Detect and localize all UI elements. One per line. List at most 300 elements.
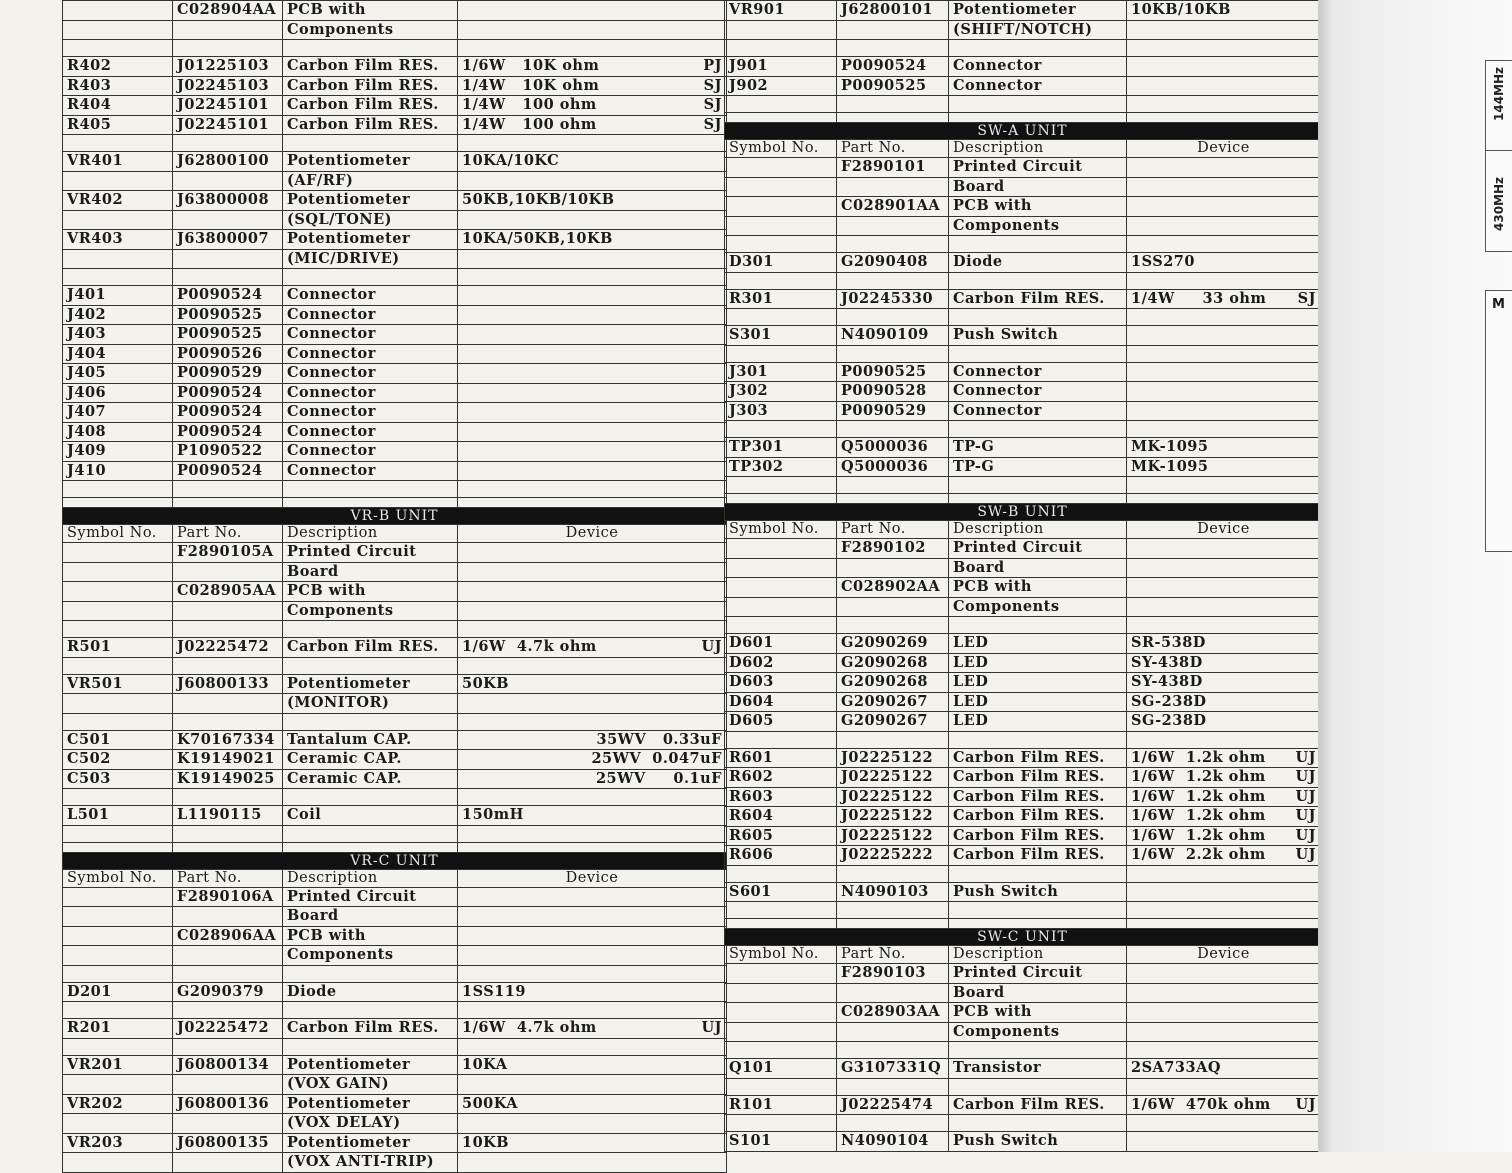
description-cell: Potentiometer [283,152,458,172]
empty-cell [949,113,1127,123]
table-row [63,96,727,116]
empty-cell [1127,865,1321,882]
symbol-cell: J301 [725,362,837,382]
empty-cell [1127,902,1321,919]
part-number-cell [173,562,283,582]
device-spec: 1/6W 10K ohm [462,57,600,74]
description-cell: Carbon Film RES. [949,748,1127,768]
description-cell: Push Switch [949,326,1127,346]
part-number-cell: N4090104 [837,1132,949,1152]
device-spec: 50KB,10KB/10KB [462,191,615,208]
device-cell [458,344,727,364]
symbol-cell: J404 [63,344,173,364]
empty-cell [837,1042,949,1059]
device-cell [1127,558,1321,578]
symbol-cell: C501 [63,730,173,750]
symbol-cell: J406 [63,383,173,403]
table-row [63,1153,727,1173]
device-cell [1127,807,1321,827]
device-cell [1127,158,1321,178]
part-number-cell [173,1114,283,1134]
tolerance-code: SJ [703,96,722,113]
table-row [63,422,727,442]
device-spec: 1/4W 10K ohm [462,76,600,94]
empty-cell [63,621,173,638]
empty-cell [458,135,727,152]
spacer-row [725,40,1321,57]
part-number-cell: P0090524 [173,403,283,423]
device-cell [1127,673,1321,693]
device-cell [458,1153,727,1173]
part-number-cell: J62800100 [173,152,283,172]
device-cell [458,442,727,462]
spacer-row [725,617,1321,634]
description-cell: Printed Circuit [283,543,458,563]
table-header-row [63,869,727,887]
table-row [63,907,727,927]
symbol-cell [725,177,837,197]
device-spec: 1/6W 4.7k ohm [462,1019,597,1036]
table-row [63,364,727,384]
description-cell: Connector [283,325,458,345]
symbol-cell: D602 [725,653,837,673]
empty-cell [458,657,727,674]
table-row [725,712,1321,732]
part-number-cell: Part No. [173,525,283,543]
description-cell: Diode [949,253,1127,273]
empty-cell [949,865,1127,882]
spacer-row [725,494,1321,504]
table-row [725,578,1321,598]
symbol-cell [725,983,837,1003]
symbol-cell: J409 [63,442,173,462]
table-row [725,326,1321,346]
part-number-cell: J02225222 [837,846,949,866]
empty-cell [1127,1042,1321,1059]
empty-cell [173,842,283,852]
symbol-cell: Q101 [725,1059,837,1079]
empty-cell [173,789,283,806]
empty-cell [283,713,458,730]
empty-cell [283,621,458,638]
symbol-cell: VR202 [63,1094,173,1114]
part-number-cell: P0090525 [837,76,949,96]
symbol-cell [63,601,173,621]
tolerance-code: UJ [1295,846,1316,863]
part-number-cell [173,249,283,269]
empty-cell [283,40,458,57]
device-cell [1127,653,1321,673]
part-number-cell: J02225122 [837,807,949,827]
table-row [63,305,727,325]
empty-cell [837,1115,949,1132]
spacer-row [725,236,1321,253]
description-cell: Potentiometer [949,1,1127,21]
empty-cell [1127,477,1321,494]
empty-cell [837,919,949,929]
device-cell [1127,1022,1321,1042]
device-cell [458,115,727,135]
part-number-cell: P0090528 [837,382,949,402]
empty-cell [458,269,727,286]
device-cell [458,1075,727,1095]
empty-cell [837,236,949,253]
unit-title: SW-C UNIT [725,929,1321,946]
part-number-cell: J60800135 [173,1133,283,1153]
device-cell [458,562,727,582]
part-number-cell: Part No. [173,869,283,887]
symbol-cell: R301 [725,289,837,309]
device-cell [1127,362,1321,382]
description-cell: Board [949,983,1127,1003]
part-number-cell: J02225122 [837,748,949,768]
empty-cell [949,272,1127,289]
part-number-cell: Q5000036 [837,457,949,477]
empty-cell [837,309,949,326]
symbol-cell: L501 [63,806,173,826]
device-cell [458,461,727,481]
table-row [63,926,727,946]
table-row [725,438,1321,458]
table-header-row [725,521,1321,539]
description-cell: Carbon Film RES. [283,638,458,658]
symbol-cell: C503 [63,769,173,789]
symbol-cell: VR901 [725,1,837,21]
part-number-cell: J60800133 [173,674,283,694]
symbol-cell [725,20,837,40]
table-row [725,158,1321,178]
table-header-row [725,946,1321,964]
symbol-cell: R603 [725,787,837,807]
table-row [725,673,1321,693]
device-cell [458,20,727,40]
table-row [63,1133,727,1153]
device-cell [458,806,727,826]
empty-cell [949,236,1127,253]
table-row [725,1022,1321,1042]
part-number-cell [173,946,283,966]
description-cell: Board [949,177,1127,197]
description-cell: Components [949,216,1127,236]
part-number-cell [173,1075,283,1095]
device-cell [1127,253,1321,273]
table-row [725,846,1321,866]
part-number-cell: P0090525 [837,362,949,382]
empty-cell [63,842,173,852]
empty-cell [725,96,837,113]
symbol-cell: D603 [725,673,837,693]
table-header-row [725,140,1321,158]
table-row [725,197,1321,217]
table-row [63,582,727,602]
symbol-cell: TP301 [725,438,837,458]
empty-cell [458,789,727,806]
symbol-cell [63,1,173,21]
table-row [725,983,1321,1003]
symbol-cell [63,249,173,269]
symbol-cell: S601 [725,882,837,902]
parts-table-right [724,0,1321,1152]
description-cell: Components [949,597,1127,617]
left-parts-column [62,0,726,1173]
table-header-row [63,525,727,543]
device-cell: Device [458,525,727,543]
table-row [63,674,727,694]
device-cell [458,57,727,77]
device-spec: SR-538D [1131,634,1206,651]
spacer-row [725,272,1321,289]
empty-cell [63,40,173,57]
description-cell: Board [283,907,458,927]
empty-cell [173,481,283,498]
device-spec: 1/4W 100 ohm [462,115,597,133]
part-number-cell: J02245101 [173,115,283,135]
table-row [725,401,1321,421]
next-page-edge [1318,0,1512,1152]
unit-title-bar [725,123,1321,140]
part-number-cell: J02225472 [173,1019,283,1039]
part-number-cell: L1190115 [173,806,283,826]
description-cell: PCB with [283,1,458,21]
empty-cell [63,135,173,152]
empty-cell [458,1038,727,1055]
device-spec: 10KB/10KB [1131,1,1231,18]
empty-cell [1127,40,1321,57]
description-cell: Connector [949,76,1127,96]
description-cell: Potentiometer [283,1133,458,1153]
empty-cell [949,731,1127,748]
tolerance-code: UJ [1295,1095,1316,1113]
symbol-cell [63,946,173,966]
empty-cell [725,731,837,748]
device-cell [458,1133,727,1153]
spacer-row [63,269,727,286]
table-row [63,1114,727,1134]
device-spec: 1/6W 4.7k ohm [462,638,597,655]
empty-cell [63,481,173,498]
table-row [63,1075,727,1095]
symbol-cell: J407 [63,403,173,423]
device-cell [458,1114,727,1134]
part-number-cell [837,597,949,617]
tolerance-code: UJ [1295,748,1316,766]
table-row [63,750,727,770]
description-cell: LED [949,653,1127,673]
device-spec: 1/6W 1.2k ohm [1131,748,1266,766]
part-number-cell: G3107331Q [837,1059,949,1079]
empty-cell [173,1002,283,1019]
tolerance-code: SJ [703,76,722,94]
table-row [63,694,727,714]
empty-cell [949,1042,1127,1059]
symbol-cell [63,887,173,907]
device-cell [1127,983,1321,1003]
description-cell: Printed Circuit [949,964,1127,984]
tolerance-code: UJ [1295,807,1316,824]
description-cell: (MONITOR) [283,694,458,714]
description-cell: Description [949,140,1127,158]
device-cell [458,887,727,907]
description-cell: LED [949,634,1127,654]
spacer-row [725,96,1321,113]
device-cell [1127,1,1321,21]
spacer-row [725,477,1321,494]
table-row [725,457,1321,477]
table-row [725,177,1321,197]
symbol-cell [725,597,837,617]
empty-cell [1127,731,1321,748]
device-cell [1127,76,1321,96]
empty-cell [725,902,837,919]
description-cell: Potentiometer [283,191,458,211]
symbol-cell: J303 [725,401,837,421]
empty-cell [1127,919,1321,929]
empty-cell [1127,421,1321,438]
symbol-cell: R403 [63,76,173,96]
description-cell: Connector [283,364,458,384]
description-cell: Potentiometer [283,230,458,250]
part-number-cell [173,694,283,714]
description-cell: Board [949,558,1127,578]
part-number-cell: C028902AA [837,578,949,598]
device-spec: SG-238D [1131,692,1207,710]
table-row [63,887,727,907]
description-cell: Ceramic CAP. [283,750,458,770]
device-spec: SY-438D [1131,673,1203,690]
description-cell: Connector [283,344,458,364]
part-number-cell [173,907,283,927]
symbol-cell [725,539,837,559]
description-cell: LED [949,712,1127,732]
symbol-cell [63,562,173,582]
spacer-row [725,113,1321,123]
empty-cell [837,272,949,289]
empty-cell [173,135,283,152]
empty-cell [1127,309,1321,326]
table-row [63,325,727,345]
empty-cell [837,96,949,113]
device-cell [1127,787,1321,807]
symbol-cell [725,578,837,598]
symbol-cell [63,210,173,230]
device-spec: 150mH [462,806,524,823]
device-cell [458,191,727,211]
spacer-row [725,1078,1321,1095]
device-cell [1127,289,1321,309]
table-row [725,807,1321,827]
device-cell [458,364,727,384]
part-number-cell: F2890105A [173,543,283,563]
description-cell: Description [949,521,1127,539]
band-tab-144-label: 144MHz [1492,66,1506,121]
device-cell [1127,748,1321,768]
part-number-cell [837,983,949,1003]
table-row [725,597,1321,617]
empty-cell [949,1078,1127,1095]
tolerance-code: UJ [701,1019,722,1036]
spacer-row [63,1038,727,1055]
description-cell: Carbon Film RES. [949,807,1127,827]
device-spec: 1SS270 [1131,253,1195,270]
description-cell: TP-G [949,438,1127,458]
part-number-cell: G2090268 [837,673,949,693]
symbol-cell [725,158,837,178]
empty-cell [283,825,458,842]
symbol-cell: S101 [725,1132,837,1152]
empty-cell [725,40,837,57]
empty-cell [283,789,458,806]
symbol-cell: Symbol No. [63,869,173,887]
table-row [725,748,1321,768]
device-cell [458,325,727,345]
description-cell: Carbon Film RES. [949,289,1127,309]
table-row [725,539,1321,559]
symbol-cell [725,216,837,236]
device-cell [458,1094,727,1114]
spacer-row [63,40,727,57]
spacer-row [63,135,727,152]
description-cell: (VOX DELAY) [283,1114,458,1134]
device-spec: 50KB [462,674,510,692]
part-number-cell [837,216,949,236]
device-cell [1127,578,1321,598]
part-number-cell [173,601,283,621]
description-cell: (VOX ANTI-TRIP) [283,1153,458,1173]
empty-cell [725,494,837,504]
description-cell: Connector [283,305,458,325]
description-cell: Connector [949,401,1127,421]
empty-cell [725,1042,837,1059]
symbol-cell [63,1114,173,1134]
description-cell: Diode [283,982,458,1002]
table-row [725,558,1321,578]
table-row [63,769,727,789]
device-cell [458,210,727,230]
empty-cell [63,657,173,674]
empty-cell [725,477,837,494]
table-row [63,982,727,1002]
table-row [725,964,1321,984]
symbol-cell: R404 [63,96,173,116]
part-number-cell: F2890101 [837,158,949,178]
table-row [725,653,1321,673]
device-cell: Device [1127,521,1321,539]
device-cell [458,674,727,694]
description-cell: (AF/RF) [283,171,458,191]
part-number-cell: P0090524 [173,383,283,403]
spacer-row [725,309,1321,326]
empty-cell [725,113,837,123]
section-tab-m [1485,290,1512,552]
symbol-cell: Symbol No. [725,946,837,964]
description-cell: Components [949,1022,1127,1042]
device-spec: 1/6W 1.2k ohm [1131,826,1266,844]
device-cell [1127,1003,1321,1023]
spacer-row [63,825,727,842]
table-row [725,634,1321,654]
device-cell [458,694,727,714]
table-row [63,249,727,269]
part-number-cell: J01225103 [173,57,283,77]
symbol-cell [725,1003,837,1023]
table-row [725,1059,1321,1079]
unit-title-bar [725,504,1321,521]
description-cell: Components [283,601,458,621]
part-number-cell: Part No. [837,140,949,158]
description-cell: Connector [283,383,458,403]
description-cell: Description [283,525,458,543]
device-cell [1127,326,1321,346]
